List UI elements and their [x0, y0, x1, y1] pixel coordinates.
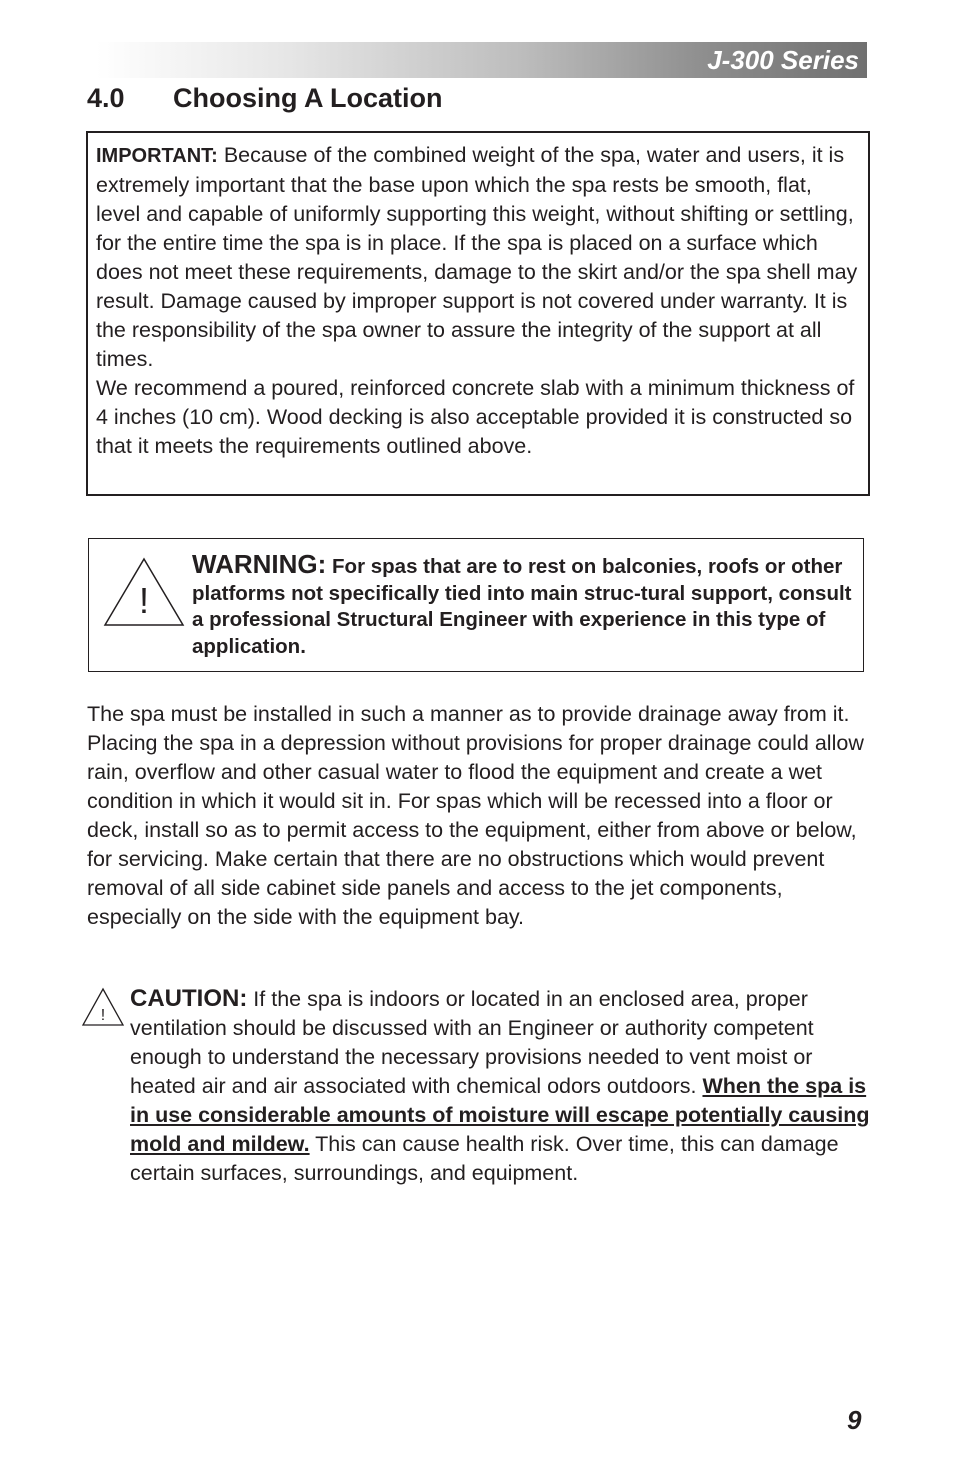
section-number: 4.0: [87, 83, 125, 113]
caution-paragraph: [130, 984, 870, 1188]
warning-text: For spas that are to rest on balconies, roofs or other platforms not specifically tied into main struc-tural support, consult a professional Structural Engineer with experience in this type of application.: [192, 555, 852, 658]
caution-label: CAUTION:: [130, 985, 248, 1012]
warning-triangle-icon: [103, 557, 185, 627]
important-paragraph: [96, 141, 860, 374]
svg-text:!: !: [138, 580, 150, 621]
section-heading: [87, 80, 442, 116]
page-number: 9: [847, 1405, 862, 1435]
section-title: Choosing A Location: [173, 83, 443, 113]
important-notice-box: [86, 131, 870, 496]
warning-box: [88, 538, 864, 672]
svg-text:!: !: [100, 1007, 106, 1024]
caution-triangle-icon: [81, 987, 125, 1027]
drainage-paragraph: The spa must be installed in such a manner as to provide drainage away from it. Placing the spa in a depression without provisions for proper drainage could allow rain, overflow and other casual water to flood the equipment and create a wet condition in which it would sit in. For spas which will be recessed into a floor or deck, install so as to permit access to the equipment, either from above or below, for servicing. Make certain that there are no obstructions which would prevent removal of all side cabinet side panels and access to the jet components, especially on the side with the equipment bay.: [87, 702, 864, 929]
warning-label: WARNING:: [192, 549, 327, 579]
caution-text: If the spa is indoors or located in an enclosed area, proper ventilation should be discussed with an Engineer or authority competent enough to understand the necessary provisions needed to vent moist or heated air and air associated with chemical odors outdoors.: [130, 987, 814, 1098]
caution-emphasis: When the spa is in use considerable amounts of moisture will escape potentially causing mold and mildew.: [130, 1074, 870, 1156]
header-bar: [96, 42, 867, 78]
series-label: J-300 Series: [707, 45, 859, 75]
warning-text-block: [192, 551, 853, 660]
important-paragraph-2: We recommend a poured, reinforced concrete slab with a minimum thickness of 4 inches (10 cm). Wood decking is also acceptable provided it is constructed so that it meets the requirements outlined above.: [96, 376, 855, 458]
important-label: IMPORTANT:: [96, 145, 218, 167]
caution-text-after: This can cause health risk. Over time, this can damage certain surfaces, surroundings, and equipment.: [130, 1132, 839, 1185]
important-text: Because of the combined weight of the spa, water and users, it is extremely important that the base upon which the spa rests be smooth, flat, level and capable of uniformly supporting this weight, without shifting or settling, for the entire time the spa is in place. If the spa is placed on a surface which does not meet these requirements, damage to the skirt and/or the spa shell may result. Damage caused by improper support is not covered under warranty. It is the responsibility of the spa owner to assure the integrity of the support at all times.: [96, 143, 858, 371]
